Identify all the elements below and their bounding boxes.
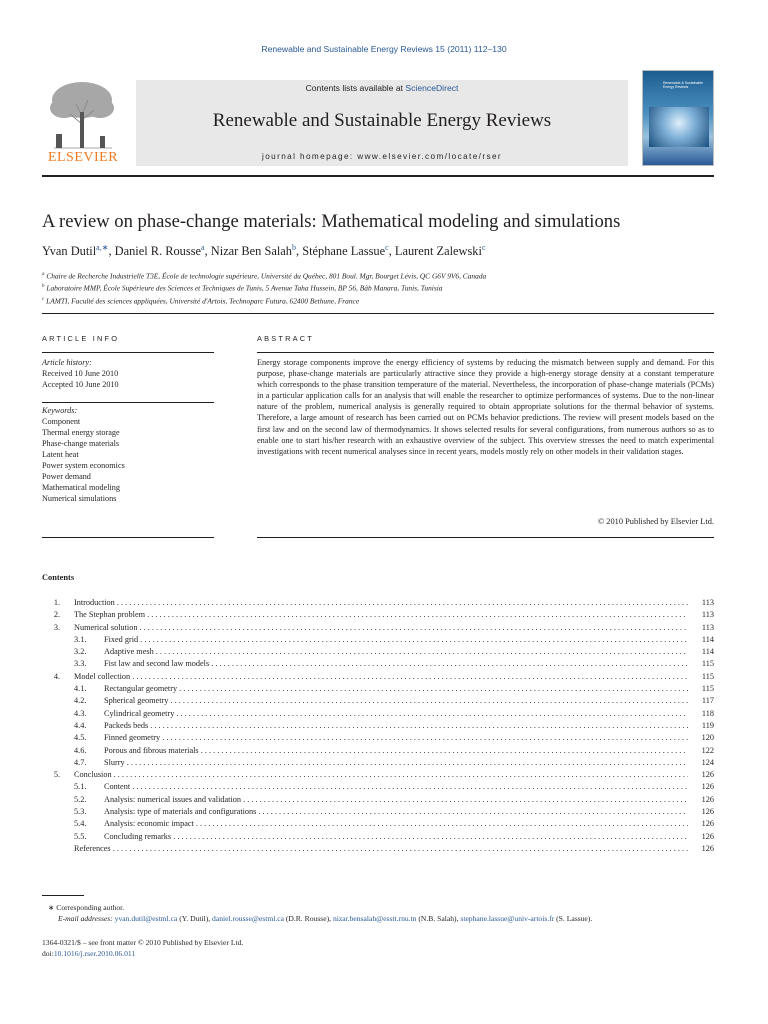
toc-entry-title: Content xyxy=(104,782,131,792)
toc-entry-title: Fixed grid xyxy=(104,634,139,644)
toc-entry-page: 126 xyxy=(701,843,714,853)
author-name: Nizar Ben Salah xyxy=(210,244,292,258)
toc-entry-page: 115 xyxy=(701,659,714,669)
contents-lists-line xyxy=(136,83,628,93)
toc-entry-page: 124 xyxy=(701,757,714,767)
toc-entry-leader xyxy=(74,609,688,621)
corresponding-author-note: ∗ Corresponding author. xyxy=(48,903,125,912)
toc-entry-number: 4.7. xyxy=(74,757,87,767)
toc-entry[interactable] xyxy=(42,806,714,818)
elsevier-wordmark: ELSEVIER xyxy=(47,150,119,165)
copyright-line: © 2010 Published by Elsevier Ltd. xyxy=(597,517,714,526)
author-affil-ref[interactable]: a,∗ xyxy=(96,242,109,252)
author-list: Yvan Dutil$^{a,∗}$, Daniel R. Rousse$^a$, Nizar Ben Salah$^b$, Stéphane Lassue$^c$, Laurent Zalewski$^c$ xyxy=(42,242,486,258)
abstract-text: Energy storage components improve the energy efficiency of systems by reducing the mismatch between supply and demand. For this purpose, phase-change materials are particularly attractive since they provide a high-energy storage density at a constant temperature which corresponds to the phase transition temperature of the material. Nevertheless, the incorporation of phase-change materials (PCMs) in a particular application calls for an analysis that will enable the researcher to optimize performances of systems. Due to the non-linear nature of the problem, numerical analysis is generally required to obtain appropriate solutions for the thermal behavior of systems. Therefore, a large amount of research has been carried out on PCMs behavior predictions. The review will present models based on the first law and on the second law of thermodynamics. It shows selected results for several configurations, from numerous authors so as to enable one to start his/her research with an exhaustive overview of the subject. This overview stresses the need to match experimental investigations with recent numerical analyses since in recent years, models mostly rely on other models in their validation stages. xyxy=(257,358,714,456)
email-owner: (N.B. Salah), xyxy=(418,914,459,923)
email-label: E-mail addresses: xyxy=(58,914,113,923)
toc-entry[interactable] xyxy=(42,695,714,707)
toc-entry-page: 115 xyxy=(701,671,714,681)
toc-entry[interactable] xyxy=(42,683,714,695)
toc-entry-leader xyxy=(104,708,688,720)
toc-entry[interactable] xyxy=(42,781,714,793)
affiliation-text: Chaire de Recherche Industrielle T3E, École de technologie supérieure, Université du Québec, 801 Boul. Mgr, Bourget Lévis, QC G6V 9V6, Canada xyxy=(46,271,487,281)
journal-banner xyxy=(136,80,628,166)
author-affil-ref[interactable]: a xyxy=(201,242,205,252)
toc-entry-title: Fist law and second law models xyxy=(104,659,210,669)
affiliation-key: c xyxy=(42,296,45,302)
journal-cover-thumbnail[interactable] xyxy=(642,70,714,166)
info-divider xyxy=(42,352,214,353)
author-name: Daniel R. Rousse xyxy=(114,244,202,258)
toc-entry-title: Rectangular geometry xyxy=(104,684,178,694)
toc-entry-title: Spherical geometry xyxy=(104,696,169,706)
toc-entry[interactable] xyxy=(42,720,714,732)
keywords-label: Keywords: xyxy=(42,406,78,415)
toc-entry-leader xyxy=(104,781,688,793)
toc-entry[interactable] xyxy=(42,769,714,781)
toc-entry-title: Model collection xyxy=(74,671,131,681)
toc-entry-title: Conclusion xyxy=(74,770,112,780)
toc-entry-page: 113 xyxy=(701,610,714,620)
toc-entry-number: 3. xyxy=(53,622,60,632)
table-of-contents xyxy=(42,597,714,855)
toc-entry-number: 5.3. xyxy=(74,807,87,817)
toc-entry-title: Porous and fibrous materials xyxy=(104,745,199,755)
cover-image xyxy=(649,107,709,147)
author-affil-ref[interactable]: c xyxy=(385,242,389,252)
info-bottom-rule xyxy=(42,537,214,538)
toc-entry-page: 126 xyxy=(701,794,714,804)
toc-entry-title: Slurry xyxy=(104,757,125,767)
author-name: Yvan Dutil xyxy=(42,244,97,258)
toc-entry-page: 119 xyxy=(701,720,714,730)
toc-entry-number: 5.4. xyxy=(74,819,87,829)
toc-entry[interactable] xyxy=(42,658,714,670)
toc-entry-leader xyxy=(104,683,688,695)
affiliation xyxy=(42,269,722,281)
toc-entry-page: 113 xyxy=(701,622,714,632)
doi-label: doi: xyxy=(42,949,54,958)
keyword-item: Mathematical modeling xyxy=(42,483,120,492)
elsevier-logo[interactable] xyxy=(42,78,124,166)
affiliations xyxy=(42,269,722,306)
toc-entry-number: 4.3. xyxy=(74,708,87,718)
journal-homepage[interactable]: journal homepage: www.elsevier.com/locate/rser xyxy=(261,152,503,161)
publication-meta xyxy=(42,937,442,959)
affiliation xyxy=(42,281,722,293)
email-owner: (S. Lassue). xyxy=(556,914,593,923)
toc-entry-leader xyxy=(104,806,688,818)
author-affil-ref[interactable]: b xyxy=(292,242,296,252)
affiliation xyxy=(42,294,722,306)
toc-entry-leader xyxy=(104,658,688,670)
email-link[interactable]: yvan.dutil@estml.ca xyxy=(114,914,178,923)
toc-entry-title: Concluding remarks xyxy=(104,831,172,841)
toc-entry-leader xyxy=(104,720,688,732)
toc-entry-number: 5.1. xyxy=(74,782,87,792)
contents-heading: Contents xyxy=(42,573,75,582)
affiliation-key: b xyxy=(42,284,45,290)
affiliation-text: LAMTI, Faculté des sciences appliquées, Université d'Artois, Technoparc Futura, 62400 Bethune, France xyxy=(46,296,360,306)
issn-line: 1364-0321/$ – see front matter © 2010 Published by Elsevier Ltd. xyxy=(42,938,244,947)
toc-entry-leader xyxy=(104,831,688,843)
toc-entry-leader xyxy=(104,646,688,658)
footnote-rule xyxy=(42,895,84,896)
elsevier-tree-icon xyxy=(42,78,124,150)
toc-entry-page: 126 xyxy=(701,770,714,780)
author-affil-ref[interactable]: c xyxy=(481,242,486,252)
toc-entry-page: 115 xyxy=(701,684,714,694)
toc-entry-page: 122 xyxy=(701,745,714,755)
front-matter-divider xyxy=(42,313,714,314)
toc-entry[interactable] xyxy=(42,646,714,658)
toc-entry-page: 126 xyxy=(701,782,714,792)
toc-entry[interactable] xyxy=(42,831,714,843)
sciencedirect-link[interactable]: ScienceDirect xyxy=(405,83,459,93)
toc-entry-leader xyxy=(74,622,688,634)
abstract-divider xyxy=(257,352,714,353)
email-link[interactable]: nizar.bensalah@esstt.rnu.tn xyxy=(332,914,417,923)
email-link[interactable]: daniel.rousse@estml.ca xyxy=(212,914,284,923)
toc-entry-number: 4.1. xyxy=(74,684,87,694)
toc-entry-leader xyxy=(74,843,688,855)
toc-entry[interactable] xyxy=(42,609,714,621)
toc-entry-leader xyxy=(104,818,688,830)
article-info-heading: ARTICLE INFO xyxy=(42,334,120,343)
toc-entry-number: 2. xyxy=(53,610,60,620)
toc-entry-title: Packeds beds xyxy=(104,720,149,730)
cover-title: Renewable & Sustainable Energy Reviews xyxy=(663,81,704,89)
toc-entry-leader xyxy=(104,757,688,769)
toc-entry-number: 5.2. xyxy=(74,794,87,804)
toc-entry-title: Introduction xyxy=(74,598,115,607)
keywords-divider xyxy=(42,402,214,403)
toc-entry[interactable] xyxy=(42,843,714,855)
toc-entry-title: Finned geometry xyxy=(104,733,161,743)
accepted-date: Accepted 10 June 2010 xyxy=(42,380,119,389)
toc-entry-leader xyxy=(104,695,688,707)
article-title: A review on phase-change materials: Mathematical modeling and simulations xyxy=(42,211,621,232)
toc-entry-title: Analysis: type of materials and configurations xyxy=(104,807,257,817)
toc-entry-number: 4.4. xyxy=(74,720,87,730)
toc-entry-page: 126 xyxy=(701,819,714,829)
affiliation-key: a xyxy=(42,272,45,277)
toc-entry-page: 126 xyxy=(701,807,714,817)
keyword-item: Component xyxy=(42,417,81,426)
toc-entry[interactable] xyxy=(42,634,714,646)
toc-entry-title: Cylindrical geometry xyxy=(104,708,175,718)
toc-entry[interactable] xyxy=(42,757,714,769)
toc-entry-title: References xyxy=(74,843,111,853)
toc-entry-page: 117 xyxy=(701,696,714,706)
footnotes xyxy=(42,902,732,924)
keyword-item: Numerical simulations xyxy=(42,494,117,503)
toc-entry-number: 4. xyxy=(53,671,60,681)
toc-entry-page: 126 xyxy=(701,831,714,841)
toc-entry[interactable] xyxy=(42,622,714,634)
toc-entry-title: Numerical solution xyxy=(74,622,138,632)
toc-entry-leader xyxy=(104,732,688,744)
toc-entry-number: 3.1. xyxy=(74,634,87,644)
article-history xyxy=(42,357,214,390)
keyword-item: Phase-change materials xyxy=(42,439,120,448)
toc-entry[interactable] xyxy=(42,597,714,609)
toc-entry-leader xyxy=(74,597,688,609)
toc-entry-number: 4.6. xyxy=(74,745,87,755)
toc-entry-title: Analysis: economic impact xyxy=(104,819,194,829)
toc-entry-number: 4.5. xyxy=(74,733,87,743)
abstract-heading: ABSTRACT xyxy=(257,334,315,343)
journal-citation[interactable]: Renewable and Sustainable Energy Reviews 15 (2011) 112–130 xyxy=(261,44,507,54)
toc-entry-leader xyxy=(104,794,688,806)
doi-line xyxy=(42,948,442,959)
toc-entry-leader xyxy=(74,671,688,683)
toc-entry-title: Adaptive mesh xyxy=(104,647,154,657)
keywords-list xyxy=(42,416,214,504)
toc-entry-page: 113 xyxy=(701,598,714,607)
toc-entry-number: 3.2. xyxy=(74,647,87,657)
journal-title: Renewable and Sustainable Energy Reviews xyxy=(212,110,552,131)
keyword-item: Thermal energy storage xyxy=(42,428,120,437)
toc-entry-number: 1. xyxy=(53,598,60,607)
toc-entry[interactable] xyxy=(42,794,714,806)
toc-entry-leader xyxy=(74,769,688,781)
email-addresses xyxy=(42,913,732,924)
toc-entry-number: 5.5. xyxy=(74,831,87,841)
received-date: Received 10 June 2010 xyxy=(42,369,119,378)
email-link[interactable]: stephane.lassue@univ-artois.fr xyxy=(460,914,555,923)
author-name: Stéphane Lassue xyxy=(302,244,386,258)
keyword-item: Latent heat xyxy=(42,450,79,459)
toc-entry-title: The Stephan problem xyxy=(74,610,146,620)
doi-link[interactable]: 10.1016/j.rser.2010.06.011 xyxy=(53,949,136,958)
history-label: Article history: xyxy=(42,358,92,367)
contents-lists-text: Contents lists available at xyxy=(305,83,404,93)
toc-entry-title: Analysis: numerical issues and validation xyxy=(104,794,242,804)
toc-entry-leader xyxy=(104,634,688,646)
keywords-block xyxy=(42,405,214,504)
email-owner: (Y. Dutil), xyxy=(179,914,211,923)
journal-header xyxy=(42,70,714,166)
author-name: Laurent Zalewski xyxy=(394,244,482,258)
toc-entry-page: 118 xyxy=(701,708,714,718)
keyword-item: Power demand xyxy=(42,472,91,481)
toc-entry[interactable] xyxy=(42,671,714,683)
keyword-item: Power system economics xyxy=(42,461,125,470)
toc-entry[interactable] xyxy=(42,745,714,757)
toc-entry-page: 114 xyxy=(701,647,714,657)
toc-entry-number: 5. xyxy=(53,770,60,780)
toc-entry-number: 4.2. xyxy=(74,696,87,706)
toc-entry[interactable] xyxy=(42,818,714,830)
toc-entry-leader xyxy=(104,745,688,757)
toc-entry-page: 120 xyxy=(701,733,714,743)
toc-entry-page: 114 xyxy=(701,634,714,644)
toc-entry-number: 3.3. xyxy=(74,659,87,669)
header-divider xyxy=(42,175,714,177)
toc-entry[interactable] xyxy=(42,732,714,744)
email-owner: (D.R. Rousse), xyxy=(285,914,332,923)
abstract-bottom-rule xyxy=(257,537,714,538)
toc-entry[interactable] xyxy=(42,708,714,720)
affiliation-text: Laboratoire MMP, École Supérieure des Sciences et Techniques de Tunis, 5 Avenue Taha Hussein, BP 56, Bâb Manara, Tunis, Tunisia xyxy=(46,283,443,293)
